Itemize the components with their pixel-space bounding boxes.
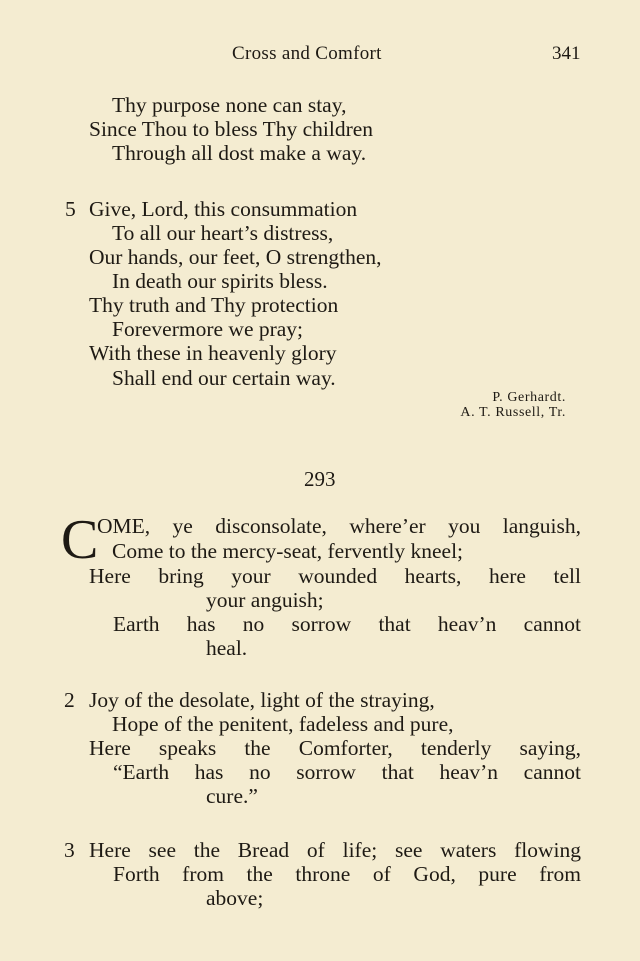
verse-line: cure.” xyxy=(206,784,258,808)
verse-line: To all our heart’s distress, xyxy=(112,221,334,245)
verse-line: In death our spirits bless. xyxy=(112,269,328,293)
verse-number: 5 xyxy=(65,197,76,221)
drop-cap: C xyxy=(61,509,99,571)
verse-line: With these in heavenly glory xyxy=(89,341,337,365)
verse-line: Our hands, our feet, O strengthen, xyxy=(89,245,382,269)
verse-line: Since Thou to bless Thy children xyxy=(89,117,374,141)
verse-line: Give, Lord, this consummation xyxy=(89,197,358,221)
verse-line: Earth has no sorrow that heav’n cannot xyxy=(113,612,581,636)
verse-number: 2 xyxy=(64,688,75,712)
verse-line: Shall end our certain way. xyxy=(112,366,336,390)
verse-line: Forevermore we pray; xyxy=(112,317,304,341)
running-header-title: Cross and Comfort xyxy=(232,43,382,64)
hymn-number: 293 xyxy=(304,467,336,491)
verse-number: 3 xyxy=(64,838,75,862)
verse-line: Here bring your wounded hearts, here tell xyxy=(89,564,581,588)
verse-line: heal. xyxy=(206,636,248,660)
verse-line: Here see the Bread of life; see waters flowing xyxy=(89,838,581,862)
verse-line: Thy purpose none can stay, xyxy=(112,93,347,117)
verse-line: Through all dost make a way. xyxy=(112,141,367,165)
author-credit: P. Gerhardt. xyxy=(492,390,566,405)
verse-line: Thy truth and Thy protection xyxy=(89,293,339,317)
verse-line: Here speaks the Comforter, tenderly saying, xyxy=(89,736,581,760)
verse-line: above; xyxy=(206,886,264,910)
verse-line: Come to the mercy-seat, fervently kneel; xyxy=(112,539,464,563)
verse-line: your anguish; xyxy=(206,588,324,612)
page-number: 341 xyxy=(552,43,581,64)
verse-line: Joy of the desolate, light of the straying, xyxy=(89,688,435,712)
verse-line: “Earth has no sorrow that heav’n cannot xyxy=(113,760,581,784)
translator-credit: A. T. Russell, Tr. xyxy=(460,405,566,420)
verse-line: OME, ye disconsolate, where’er you languish, xyxy=(97,514,581,538)
verse-line: Hope of the penitent, fadeless and pure, xyxy=(112,712,454,736)
verse-line: Forth from the throne of God, pure from xyxy=(113,862,581,886)
